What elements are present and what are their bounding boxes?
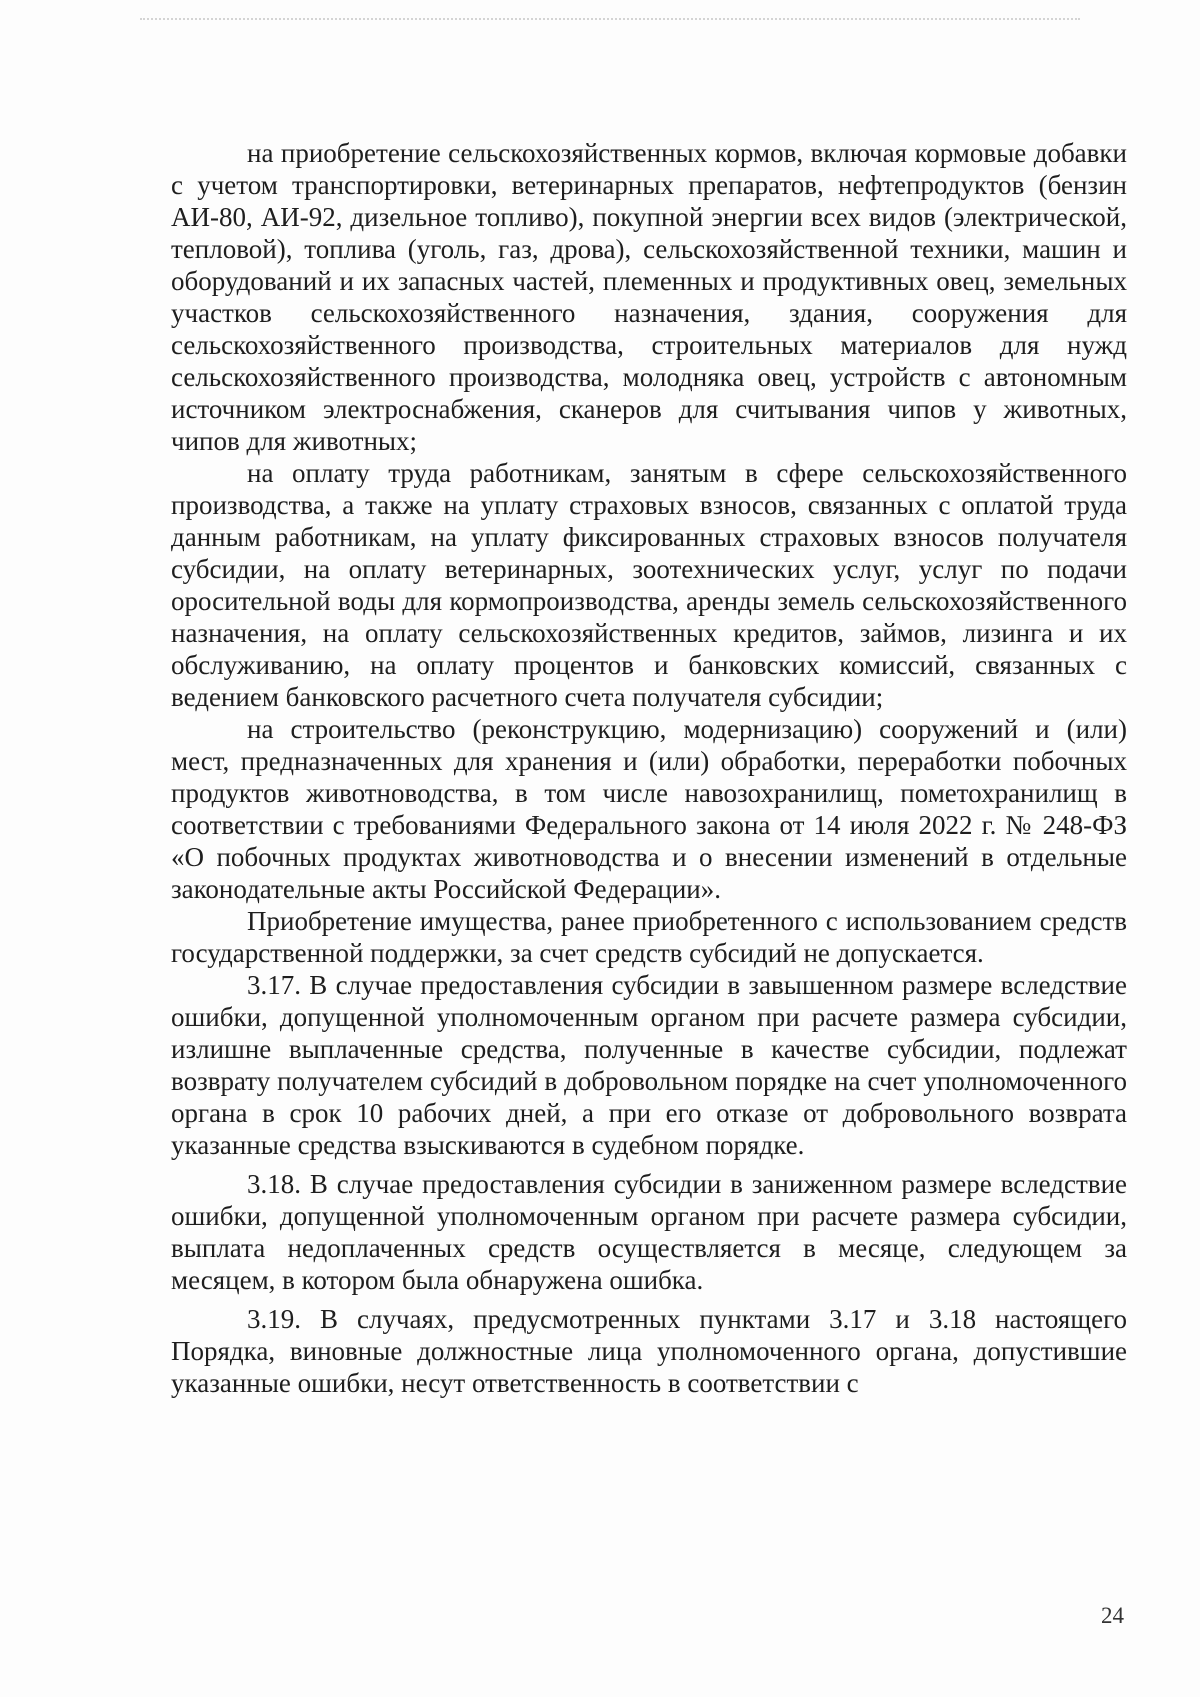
paragraph-property-restriction: Приобретение имущества, ранее приобретенного с использованием средств государственной поддержки, за счет средств субсидий не допускается. <box>171 906 1127 968</box>
page-number: 24 <box>1101 1603 1124 1628</box>
scan-artifact-line <box>140 18 1080 20</box>
paragraph-construction-expenses: на строительство (реконструкцию, модернизацию) сооружений и (или) мест, предназначенных для хранения и (или) обработки, переработки побочных продуктов животноводства, в том числе навозохранилищ, пометохранилищ в соответствии с требованиями Федерального закона от 14 июля 2022 г. № 248-ФЗ «О побочных продуктах животноводства и о внесении изменений в отдельные законодательные акты Российской Федерации». <box>171 714 1127 904</box>
paragraph-clause-3-18: 3.18. В случае предоставления субсидии в заниженном размере вследствие ошибки, допущенной уполномоченным органом при расчете размера субсидии, выплата недоплаченных средств осуществляется в месяце, следующем за месяцем, в котором была обнаружена ошибка. <box>171 1169 1127 1295</box>
paragraph-clause-3-19: 3.19. В случаях, предусмотренных пунктами 3.17 и 3.18 настоящего Порядка, виновные должностные лица уполномоченного органа, допустившие указанные ошибки, несут ответственность в соответствии с <box>171 1304 1127 1398</box>
paragraph-clause-3-17: 3.17. В случае предоставления субсидии в завышенном размере вследствие ошибки, допущенной уполномоченным органом при расчете размера субсидии, излишне выплаченные средства, полученные в качестве субсидии, подлежат возврату получателем субсидий в добровольном порядке на счет уполномоченного органа в срок 10 рабочих дней, а при его отказе от добровольного возврата указанные средства взыскиваются в судебном порядке. <box>171 970 1127 1160</box>
paragraph-labor-expenses: на оплату труда работникам, занятым в сфере сельскохозяйственного производства, а также на уплату страховых взносов, связанных с оплатой труда данным работникам, на уплату фиксированных страховых взносов получателя субсидии, на оплату ветеринарных, зоотехнических услуг, услуг по подачи оросительной воды для кормопроизводства, аренды земель сельскохозяйственного назначения, на оплату сельскохозяйственных кредитов, займов, лизинга и их обслуживанию, на оплату процентов и банковских комиссий, связанных с ведением банковского расчетного счета получателя субсидии; <box>171 458 1127 712</box>
paragraph-purchase-expenses: на приобретение сельскохозяйственных кормов, включая кормовые добавки с учетом транспортировки, ветеринарных препаратов, нефтепродуктов (бензин АИ-80, АИ-92, дизельное топливо), покупной энергии всех видов (электрической, тепловой), топлива (уголь, газ, дрова), сельскохозяйственной техники, машин и оборудований и их запасных частей, племенных и продуктивных овец, земельных участков сельскохозяйственного назначения, здания, сооружения для сельскохозяйственного производства, строительных материалов для нужд сельскохозяйственного производства, молодняка овец, устройств с автономным источником электроснабжения, сканеров для считывания чипов у животных, чипов для животных; <box>171 138 1127 456</box>
document-body <box>171 137 1127 1399</box>
